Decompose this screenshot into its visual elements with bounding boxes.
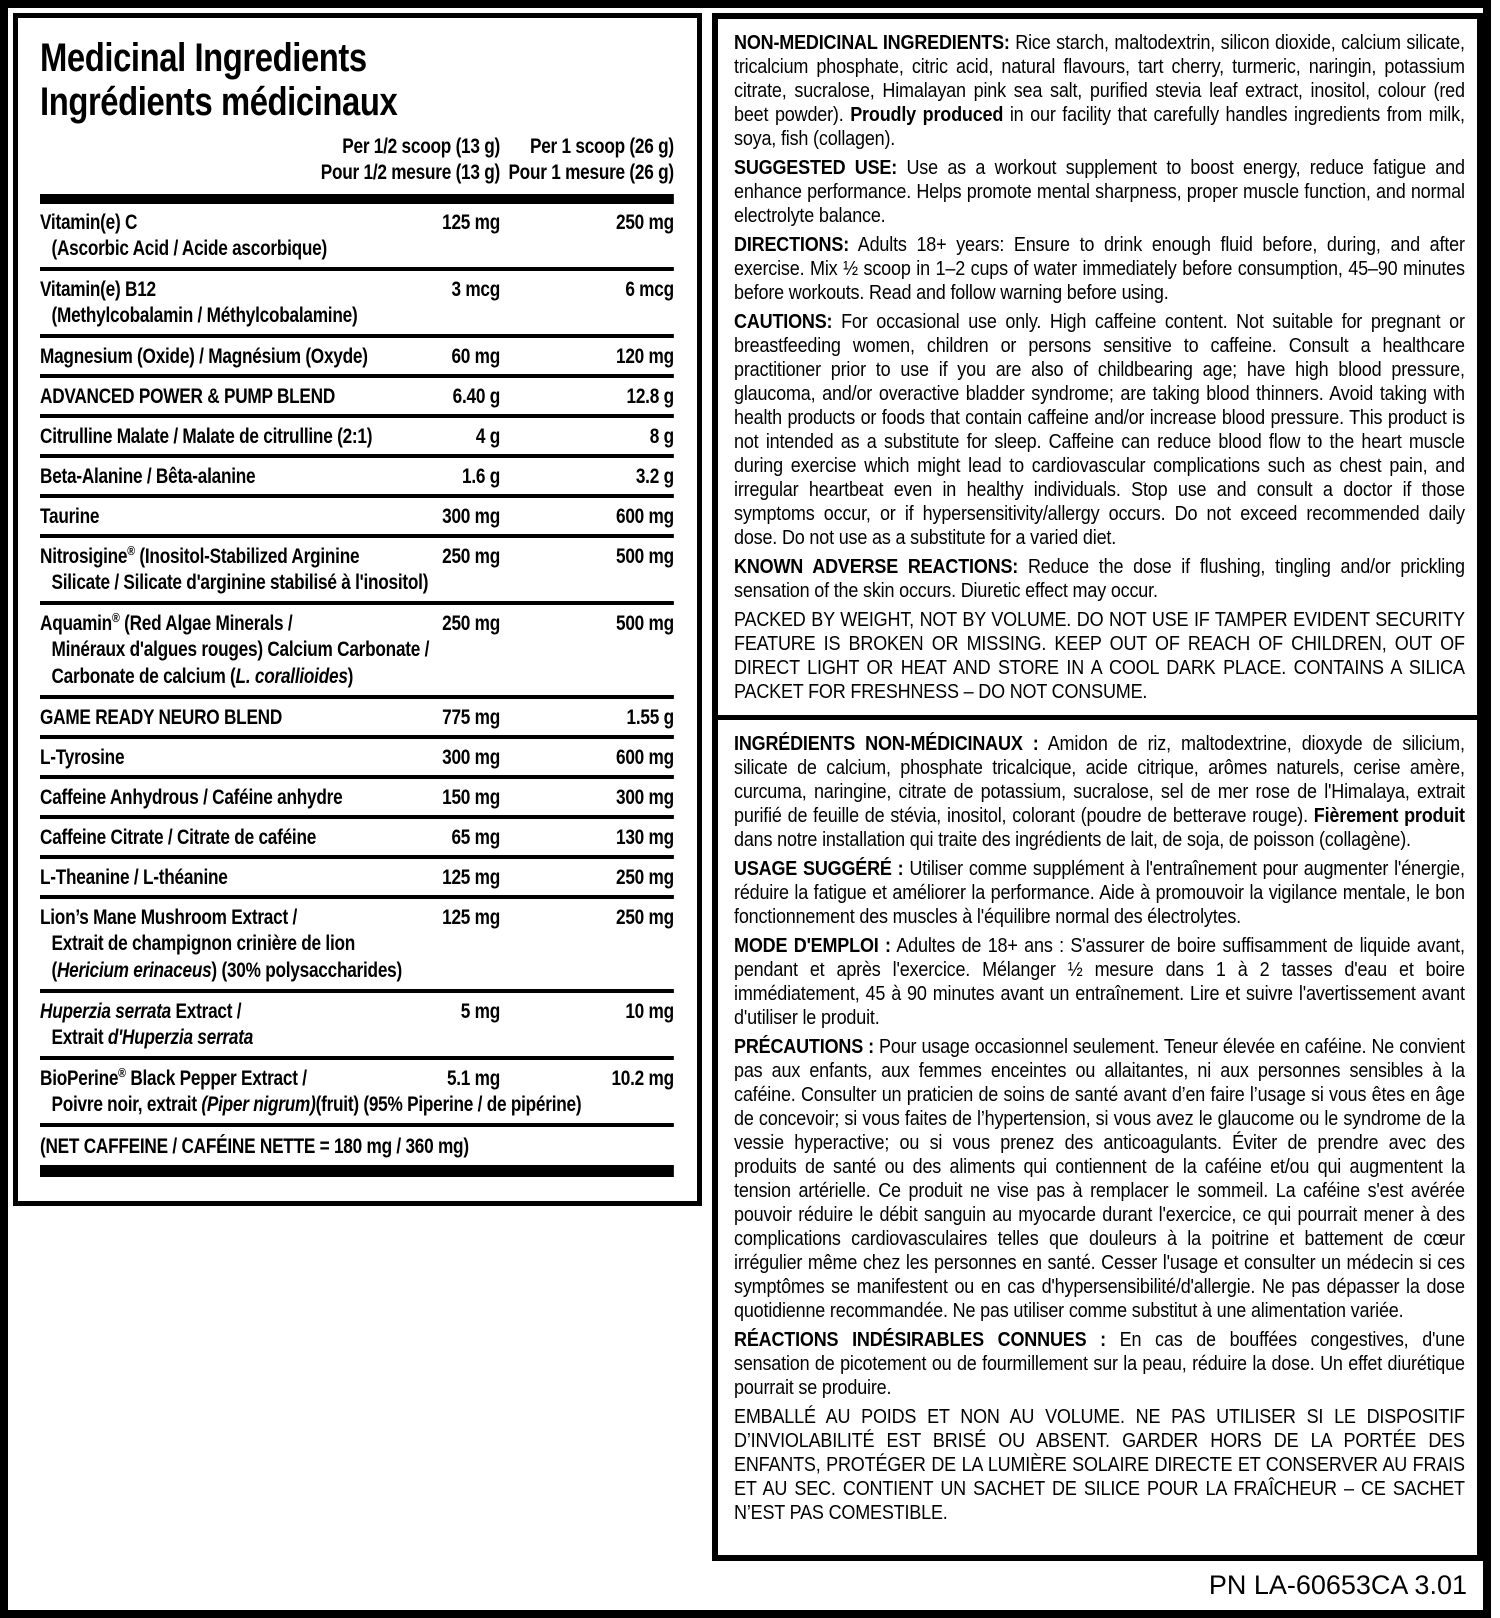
label-paragraph: PACKED BY WEIGHT, NOT BY VOLUME. DO NOT USE IF TAMPER EVIDENT SECURITY FEATURE IS BROKEN OR MISSING. KEEP OUT OF REACH OF CHILDREN, OUT OF DIRECT LIGHT OR HEAT AND STORE IN A COOL DARK PLACE. CONTAINS A SILICA PACKET FOR FRESHNESS – DO NOT CONSUME. xyxy=(734,609,1465,703)
table-row xyxy=(40,605,674,699)
label-paragraph: USAGE SUGGÉRÉ : Utiliser comme supplément à l'entraînement pour augmenter l'énergie, réduire la fatigue et améliorer la performance. Aide à promouvoir la vigilance mentale, le bon fonctionnement des muscles à l'équilibre normal des électrolytes. xyxy=(734,858,1465,928)
ingredient-name: BioPerine® Black Pepper Extract / Poivre noir, extrait (Piper nigrum)(fruit) (95% Piperine / de pipérine) xyxy=(40,1065,582,1116)
amount-per-half-scoop: 5.1 mg xyxy=(446,1067,501,1090)
ingredient-name: Lion’s Mane Mushroom Extract / Extrait de champignon crinière de lion (Hericium erinaceus) (30% polysaccharides) xyxy=(40,906,402,982)
non-medicinal-section-en xyxy=(718,19,1477,715)
medicinal-ingredients-content xyxy=(40,36,674,1177)
amount-per-half-scoop: 250 mg xyxy=(442,612,501,635)
paragraph-lead: RÉACTIONS INDÉSIRABLES CONNUES : xyxy=(734,1329,1106,1351)
part-number: PN LA-60653CA 3.01 xyxy=(1208,1570,1467,1600)
table-row xyxy=(40,378,674,418)
ingredient-name: GAME READY NEURO BLEND xyxy=(40,706,283,729)
table-row xyxy=(40,498,674,538)
label-paragraph: CAUTIONS: For occasional use only. High caffeine content. Not suitable for pregnant or breastfeeding women, children or persons sensitive to caffeine. Consult a healthcare practitioner prior to use if you are also of childbearing age; have high blood pressure, glaucoma, and/or overactive bladder syndrome; are taking blood thinners. Avoid taking with health products or foods that contain caffeine and/or increase blood pressure. This product is not intended as a substitute for sleep. Caffeine can reduce blood flow to the heart muscle during exercise which might lead to cardiovascular complications such as chest pain, and irregular heartbeat even in healthy individuals. Stop use and consult a doctor if those symptoms occur, or if hypersensitivity/allergy occurs. Do not exceed recommended daily dose. Do not use as a substitute for a varied diet. xyxy=(734,311,1465,549)
label-paragraph: RÉACTIONS INDÉSIRABLES CONNUES : En cas de bouffées congestives, d'une sensation de picotement ou de fourmillement sur la peau, réduire la dose. Un effet diurétique pourrait se produire. xyxy=(734,1329,1465,1399)
amount-per-full-scoop: 8 g xyxy=(649,425,674,448)
table-row xyxy=(40,338,674,378)
ingredient-name: ADVANCED POWER & PUMP BLEND xyxy=(40,385,336,408)
amount-per-half-scoop: 125 mg xyxy=(442,906,501,929)
table-row xyxy=(40,859,674,899)
amount-per-full-scoop: 3.2 g xyxy=(635,465,674,488)
amount-per-full-scoop: 12.8 g xyxy=(626,385,674,408)
amount-per-half-scoop: 60 mg xyxy=(451,345,501,368)
table-end-bar xyxy=(40,1165,674,1177)
panel-title-en: Medicinal Ingredients xyxy=(40,36,367,80)
english-paragraphs xyxy=(734,31,1465,704)
ingredient-name: L-Tyrosine xyxy=(40,746,125,769)
amount-per-full-scoop: 250 mg xyxy=(615,211,674,234)
column-header-full-scoop: Per 1 scoop (26 g) Pour 1 mesure (26 g) xyxy=(508,135,674,184)
amount-per-half-scoop: 150 mg xyxy=(442,786,501,809)
label-paragraph: MODE D'EMPLOI : Adultes de 18+ ans : S'assurer de boire suffisamment de liquide avant, pendant et après l'exercice. Mélanger ½ mesure dans 1 à 2 tasses d'eau et boire immédiatement, 45 à 90 minutes avant un entraînement. Lire et suivre l'avertissement avant d'utiliser le produit. xyxy=(734,935,1465,1029)
amount-per-full-scoop: 1.55 g xyxy=(626,706,674,729)
amount-per-full-scoop: 10 mg xyxy=(625,1000,674,1023)
amount-per-half-scoop: 300 mg xyxy=(442,746,501,769)
non-medicinal-section-fr xyxy=(718,720,1477,1544)
panel-title-fr: Ingrédients médicinaux xyxy=(40,80,398,124)
paragraph-lead: SUGGESTED USE: xyxy=(734,157,898,179)
amount-per-full-scoop: 130 mg xyxy=(615,826,674,849)
table-row xyxy=(40,779,674,819)
ingredient-name: Beta-Alanine / Bêta-alanine xyxy=(40,465,256,488)
medicinal-ingredients-panel xyxy=(13,13,702,1206)
paragraph-lead: KNOWN ADVERSE REACTIONS: xyxy=(734,556,1019,578)
amount-per-full-scoop: 300 mg xyxy=(615,786,674,809)
ingredient-name: Caffeine Citrate / Citrate de caféine xyxy=(40,826,317,849)
paragraph-lead: INGRÉDIENTS NON-MÉDICINAUX : xyxy=(734,733,1039,755)
ingredient-name: Taurine xyxy=(40,505,100,528)
ingredient-name: Vitamin(e) C (Ascorbic Acid / Acide ascorbique) xyxy=(40,211,327,260)
net-caffeine-row xyxy=(40,1127,674,1165)
label-paragraph: INGRÉDIENTS NON-MÉDICINAUX : Amidon de riz, maltodextrine, dioxyde de silicium, silicate de calcium, phosphate tricalcique, acide citrique, arômes naturels, cerise amère, curcuma, naringine, citrate de potassium, sucralose, sel de mer rose de l'Himalaya, extrait purifié de feuille de stévia, inositol, colorant (poudre de betterave rouge). Fièrement produit dans notre installation qui traite des ingrédients de lait, de soja, de poisson (collagène). xyxy=(734,733,1465,851)
panel-title xyxy=(40,36,674,124)
column-headers xyxy=(40,134,674,186)
paragraph-lead: PRÉCAUTIONS : xyxy=(734,1036,874,1058)
table-row xyxy=(40,739,674,779)
net-caffeine-text: (NET CAFFEINE / CAFÉINE NETTE = 180 mg / 360 mg) xyxy=(40,1135,469,1158)
amount-per-half-scoop: 4 g xyxy=(475,425,501,448)
amount-per-half-scoop: 6.40 g xyxy=(452,385,501,408)
table-row xyxy=(40,538,674,605)
paragraph-lead: CAUTIONS: xyxy=(734,311,833,333)
ingredients-rows xyxy=(40,204,674,1127)
paragraph-lead: MODE D'EMPLOI : xyxy=(734,935,891,957)
ingredient-name: Huperzia serrata Extract / Extrait d'Huperzia serrata xyxy=(40,1000,254,1049)
paragraph-lead: USAGE SUGGÉRÉ : xyxy=(734,858,904,880)
label-paragraph: KNOWN ADVERSE REACTIONS: Reduce the dose if flushing, tingling and/or prickling sensation of the skin occurs. Diuretic effect may occur. xyxy=(734,556,1465,602)
amount-per-full-scoop: 250 mg xyxy=(615,866,674,889)
header-divider-bar xyxy=(40,194,674,204)
amount-per-half-scoop: 1.6 g xyxy=(462,465,501,488)
paragraph-lead: DIRECTIONS: xyxy=(734,234,850,256)
table-row xyxy=(40,204,674,271)
amount-per-full-scoop: 600 mg xyxy=(615,505,674,528)
table-row xyxy=(40,993,674,1060)
amount-per-full-scoop: 6 mcg xyxy=(625,278,674,301)
amount-per-full-scoop: 500 mg xyxy=(615,612,674,635)
ingredient-name: Magnesium (Oxide) / Magnésium (Oxyde) xyxy=(40,345,368,368)
amount-per-full-scoop: 10.2 mg xyxy=(611,1067,674,1090)
label-paragraph: DIRECTIONS: Adults 18+ years: Ensure to drink enough fluid before, during, and after exercise. Mix ½ scoop in 1–2 cups of water immediately before consumption, 45–90 minutes before workouts. Read and follow warning before using. xyxy=(734,234,1465,304)
french-paragraphs xyxy=(734,732,1465,1525)
ingredient-name: Aquamin® (Red Algae Minerals / Minéraux d'algues rouges) Calcium Carbonate / Carbonate de calcium (L. corallioides) xyxy=(40,610,430,688)
table-row xyxy=(40,699,674,739)
amount-per-half-scoop: 5 mg xyxy=(460,1000,501,1023)
table-row xyxy=(40,418,674,458)
amount-per-full-scoop: 500 mg xyxy=(615,545,674,568)
table-row xyxy=(40,458,674,498)
label-paragraph: EMBALLÉ AU POIDS ET NON AU VOLUME. NE PAS UTILISER SI LE DISPOSITIF D’INVIOLABILITÉ EST BRISÉ OU ABSENT. GARDER HORS DE LA PORTÉE DES ENFANTS, PROTÉGER DE LA LUMIÈRE SOLAIRE DIRECTE ET CONSERVER AU FRAIS ET AU SEC. CONTIENT UN SACHET DE SILICE POUR LA FRAÎCHEUR – CE SACHET N’EST PAS COMESTIBLE. xyxy=(734,1406,1465,1524)
amount-per-half-scoop: 300 mg xyxy=(442,505,501,528)
table-row xyxy=(40,899,674,993)
label-paragraph: NON-MEDICINAL INGREDIENTS: Rice starch, maltodextrin, silicon dioxide, calcium silicate, tricalcium phosphate, citric acid, natural flavours, tart cherry, turmeric, naringin, potassium citrate, sucralose, Himalayan pink sea salt, purified stevia leaf extract, inositol, colour (red beet powder). Proudly produced in our facility that carefully handles ingredients from milk, soya, fish (collagen). xyxy=(734,32,1465,150)
ingredient-name: Nitrosigine® (Inositol-Stabilized Arginine Silicate / Silicate d'arginine stabilisé à l'inositol) xyxy=(40,543,429,594)
amount-per-half-scoop: 125 mg xyxy=(442,866,501,889)
table-row xyxy=(40,271,674,338)
label-paragraph: SUGGESTED USE: Use as a workout supplement to boost energy, reduce fatigue and enhance performance. Helps promote mental sharpness, proper muscle function, and normal electrolyte balance. xyxy=(734,157,1465,227)
table-row xyxy=(40,819,674,859)
amount-per-half-scoop: 775 mg xyxy=(442,706,501,729)
column-header-half-scoop: Per 1/2 scoop (13 g) Pour 1/2 mesure (13 g) xyxy=(320,135,501,184)
ingredient-name: L-Theanine / L-théanine xyxy=(40,866,228,889)
ingredient-name: Citrulline Malate / Malate de citrulline (2:1) xyxy=(40,425,373,448)
table-row xyxy=(40,1060,674,1127)
amount-per-half-scoop: 3 mcg xyxy=(451,278,501,301)
ingredient-name: Caffeine Anhydrous / Caféine anhydre xyxy=(40,786,343,809)
information-panel xyxy=(712,13,1483,1561)
amount-per-half-scoop: 125 mg xyxy=(442,211,501,234)
label-paragraph: PRÉCAUTIONS : Pour usage occasionnel seulement. Teneur élevée en caféine. Ne convient pas aux enfants, aux femmes enceintes ou allaitantes, ni aux personnes sensibles à la caféine. Consulter un praticien de soins de santé avant d’en faire l’usage si vous êtes en âge de concevoir; si vous faites de l’hypertension, si vous avez le glaucome ou le syndrome de la vessie hyperactive; ou si vous prenez des anticoagulants. Éviter de prendre avec des produits de santé ou des aliments qui contiennent de la caféine et/ou qui augmentent la tension artérielle. Ce produit ne vise pas à remplacer le sommeil. La caféine s'est avérée pouvoir réduire le débit sanguin au myocarde durant l'exercice, ce qui pourrait mener à des complications cardiovasculaires telles que douleurs à la poitrine et battement de cœur irrégulier même chez les personnes en santé. Cesser l'usage et consulter un médecin si ces symptômes se manifestent ou en cas d'hypersensibilité/d'allergie. Ne pas dépasser la dose quotidienne recommandée. Ne pas utiliser comme substitut à une alimentation variée. xyxy=(734,1036,1465,1322)
amount-per-full-scoop: 250 mg xyxy=(615,906,674,929)
amount-per-full-scoop: 120 mg xyxy=(615,345,674,368)
ingredient-name: Vitamin(e) B12 (Methylcobalamin / Méthylcobalamine) xyxy=(40,278,358,327)
amount-per-half-scoop: 65 mg xyxy=(451,826,501,849)
amount-per-half-scoop: 250 mg xyxy=(442,545,501,568)
paragraph-lead: NON-MEDICINAL INGREDIENTS: xyxy=(734,32,1010,54)
amount-per-full-scoop: 600 mg xyxy=(615,746,674,769)
